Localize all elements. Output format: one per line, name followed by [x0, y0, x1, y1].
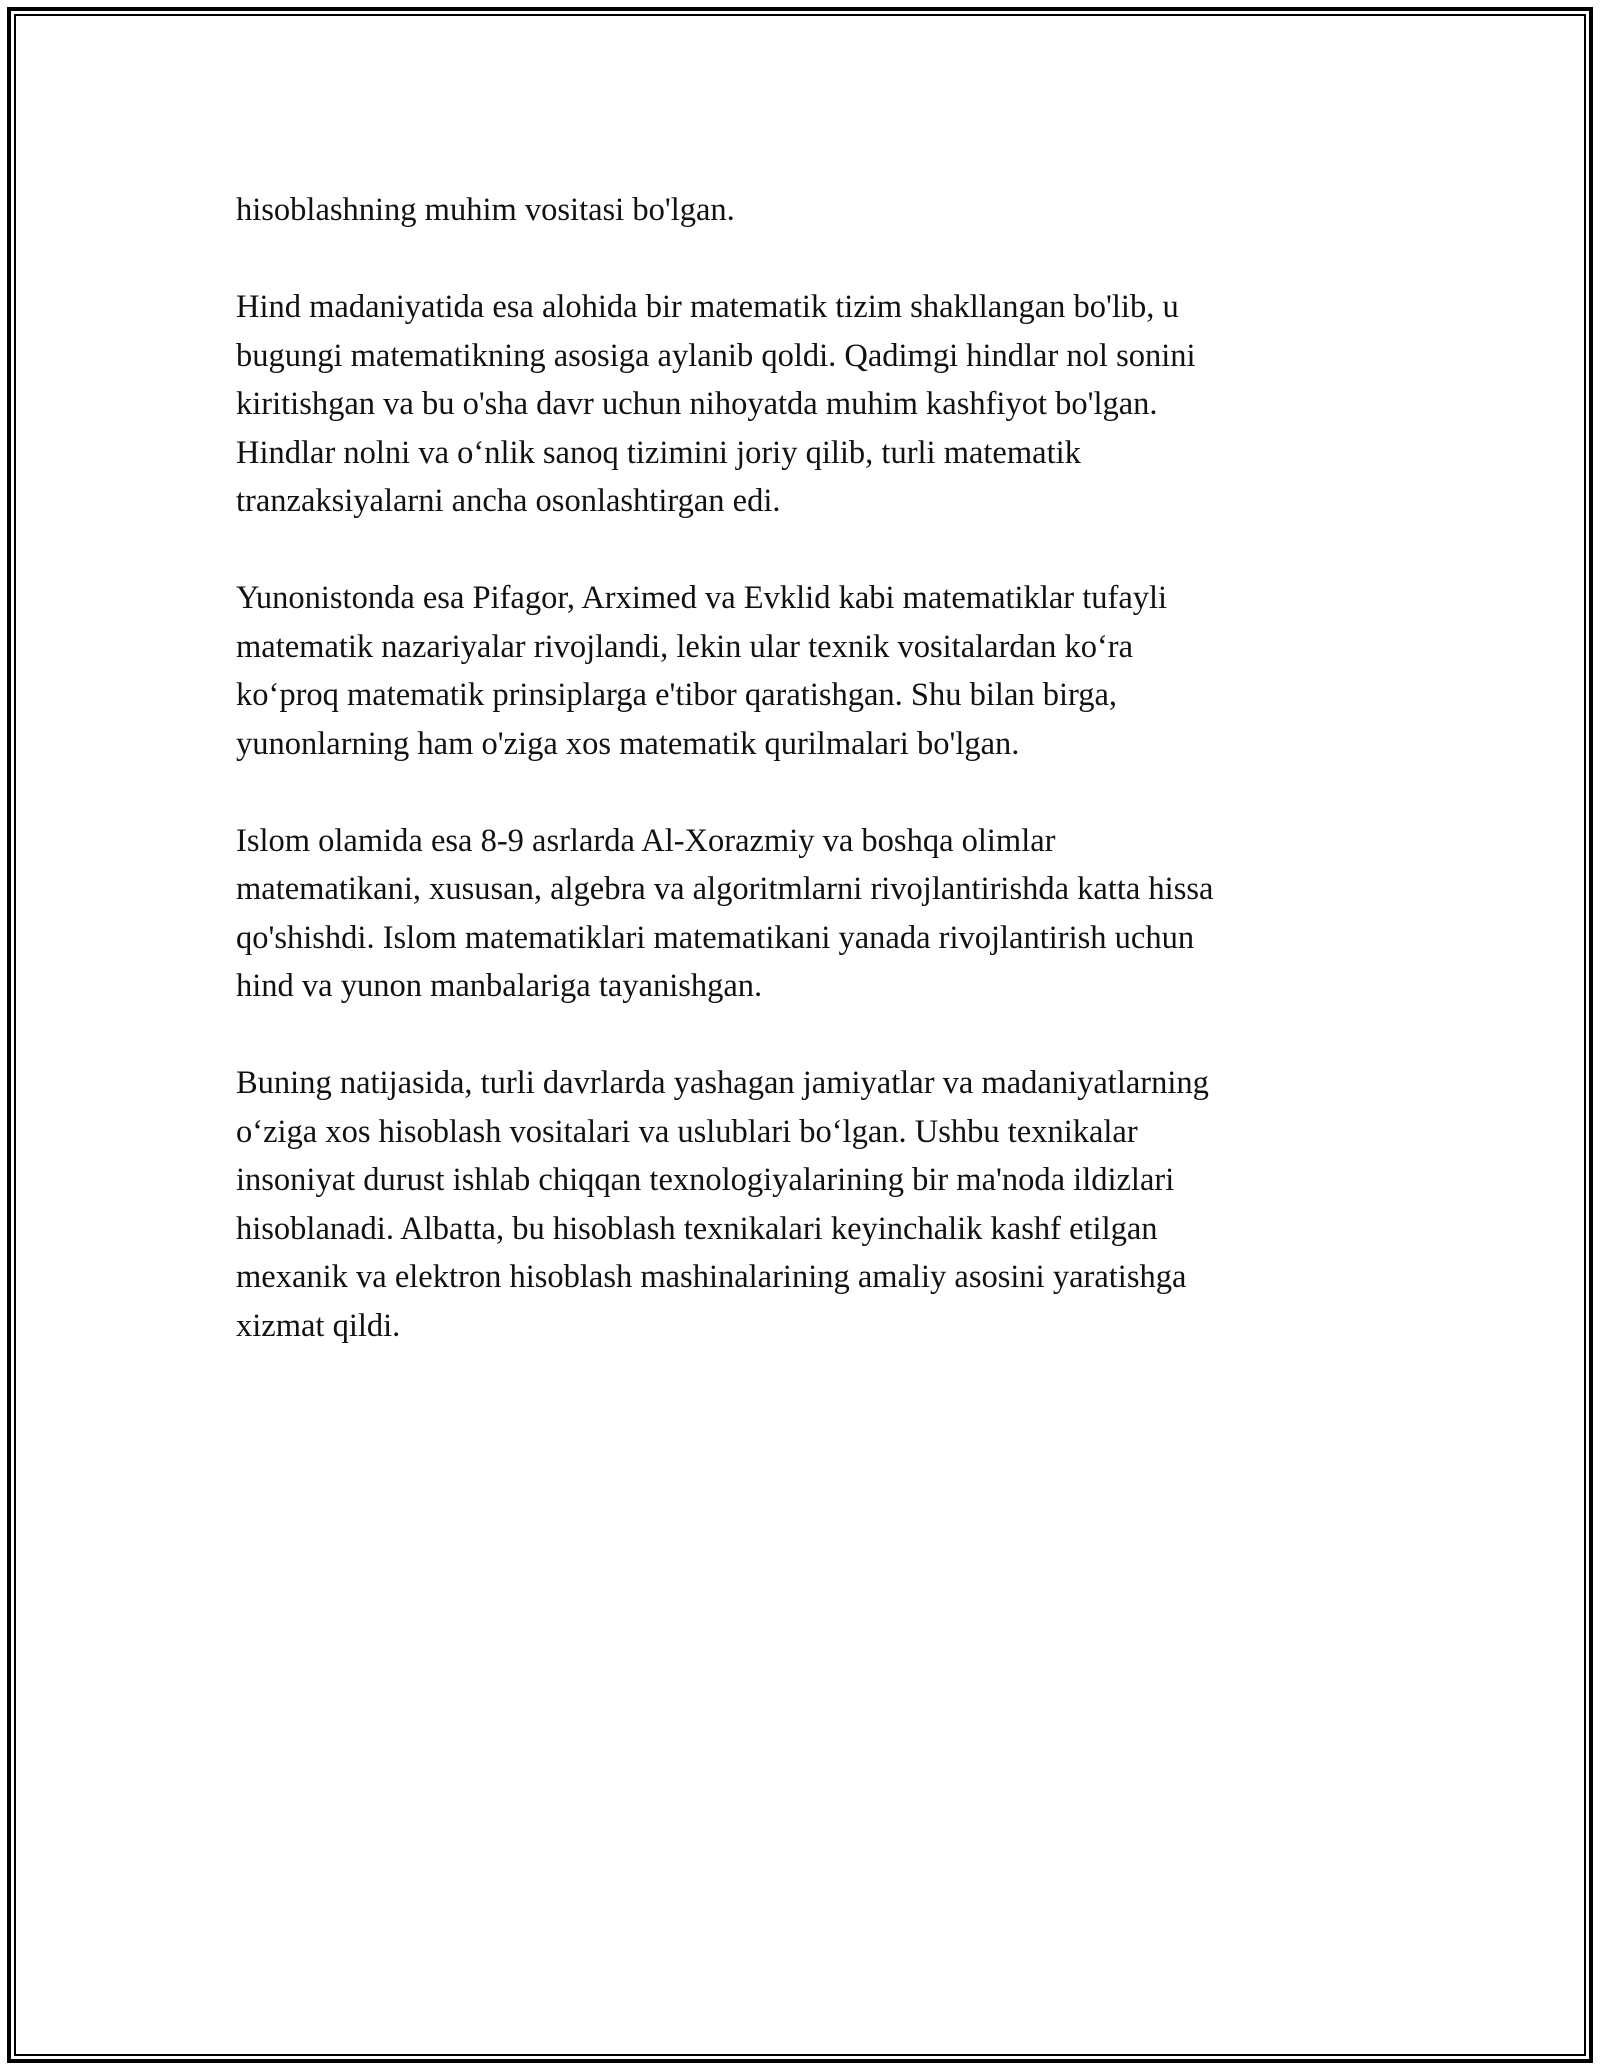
text-line: hisoblashning muhim vositasi bo'lgan. [236, 192, 735, 228]
text-line: kiritishgan va bu o'sha davr uchun nihoyatda muhim kashfiyot bo'lgan. [236, 386, 1158, 422]
paragraph-1 [236, 186, 1356, 235]
text-line: matematik nazariyalar rivojlandi, lekin ular texnik vositalardan ko‘ra [236, 628, 1134, 665]
text-line: qo'shishdi. Islom matematiklari matematikani yanada rivojlantirish uchun [236, 919, 1195, 956]
text-line: mexanik va elektron hisoblash mashinalarining amaliy asosini yaratishga [236, 1259, 1187, 1295]
text-line: Yunonistonda esa Pifagor, Arximed va Evklid kabi matematiklar tufayli [236, 580, 1168, 616]
text-line: bugungi matematikning asosiga aylanib qoldi. Qadimgi hindlar nol sonini [236, 337, 1196, 374]
text-line: insoniyat durust ishlab chiqqan texnologiyalarining bir ma'noda ildizlari [236, 1162, 1175, 1198]
text-line: hind va yunon manbalariga tayanishgan. [236, 968, 763, 1004]
paragraph-2 [236, 283, 1356, 526]
paragraph-5 [236, 1059, 1356, 1350]
text-line: matematikani, xususan, algebra va algoritmlarni rivojlantirishda katta hissa [236, 871, 1214, 907]
text-line: Hind madaniyatida esa alohida bir matematik tizim shakllangan bo'lib, u [236, 289, 1179, 325]
text-line: tranzaksiyalarni ancha osonlashtirgan edi. [236, 483, 781, 519]
text-line: ko‘proq matematik prinsiplarga e'tibor qaratishgan. Shu bilan birga, [236, 677, 1118, 713]
text-line: Hindlar nolni va o‘nlik sanoq tizimini joriy qilib, turli matematik [236, 434, 1081, 471]
text-line: yunonlarning ham o'ziga xos matematik qurilmalari bo'lgan. [236, 725, 1020, 762]
paragraph-3 [236, 574, 1356, 768]
text-line: Buning natijasida, turli davrlarda yashagan jamiyatlar va madaniyatlarning [236, 1065, 1209, 1101]
text-line: hisoblanadi. Albatta, bu hisoblash texnikalari keyinchalik kashf etilgan [236, 1210, 1158, 1247]
text-line: xizmat qildi. [236, 1307, 401, 1344]
text-line: o‘ziga xos hisoblash vositalari va uslublari bo‘lgan. Ushbu texnikalar [236, 1113, 1138, 1150]
text-line: Islom olamida esa 8-9 asrlarda Al-Xorazmiy va boshqa olimlar [236, 822, 1056, 859]
document-body [236, 186, 1356, 1399]
paragraph-4 [236, 817, 1356, 1011]
